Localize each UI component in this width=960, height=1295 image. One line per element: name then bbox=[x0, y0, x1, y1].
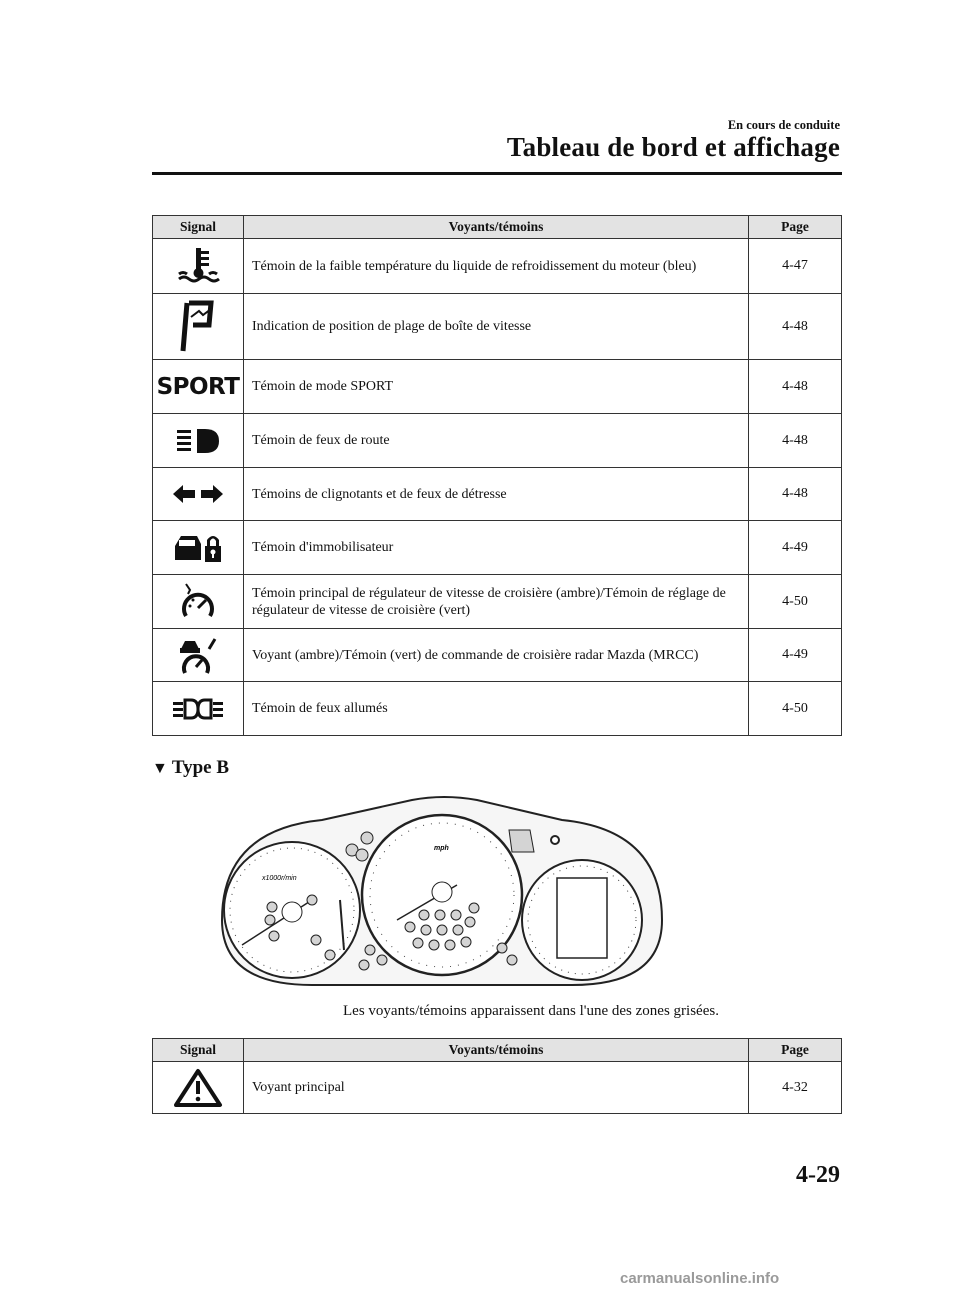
page-cell: 4-50 bbox=[749, 575, 842, 629]
table-row bbox=[153, 682, 842, 736]
signal-cell bbox=[153, 575, 244, 629]
page-cell: 4-48 bbox=[749, 294, 842, 360]
table-row bbox=[153, 629, 842, 682]
page-cell: 4-48 bbox=[749, 414, 842, 468]
signal-cell bbox=[153, 239, 244, 294]
signal-cell bbox=[153, 682, 244, 736]
signal-cell bbox=[153, 468, 244, 521]
page-cell: 4-48 bbox=[749, 360, 842, 414]
table-row bbox=[153, 575, 842, 629]
page-title: Tableau de bord et affichage bbox=[506, 132, 840, 162]
description-cell: Témoins de clignotants et de feux de détresse bbox=[244, 468, 749, 521]
description-cell: Indication de position de plage de boîte de vitesse bbox=[244, 294, 749, 360]
turn-signal-arrows-icon bbox=[171, 482, 225, 506]
instrument-cluster-diagram bbox=[212, 790, 672, 995]
col-signal: Signal bbox=[153, 1039, 244, 1062]
table-row bbox=[153, 239, 842, 294]
header-section-label: En cours de conduite bbox=[727, 118, 840, 132]
triangle-down-icon: ▼ bbox=[152, 760, 168, 777]
description-cell: Témoin d'immobilisateur bbox=[244, 521, 749, 575]
col-page: Page bbox=[749, 216, 842, 239]
immobilizer-icon bbox=[171, 530, 225, 566]
lights-on-icon bbox=[171, 696, 225, 722]
signal-cell bbox=[153, 360, 244, 414]
description-cell: Voyant (ambre)/Témoin (vert) de commande de croisière radar Mazda (MRCC) bbox=[244, 629, 749, 682]
indicator-table-a bbox=[152, 215, 842, 736]
page-cell: 4-47 bbox=[749, 239, 842, 294]
col-page: Page bbox=[749, 1039, 842, 1062]
signal-cell bbox=[153, 1062, 244, 1114]
page-number: 4-29 bbox=[796, 1162, 840, 1188]
table-row bbox=[153, 414, 842, 468]
description-cell: Témoin de feux de route bbox=[244, 414, 749, 468]
table-row bbox=[153, 468, 842, 521]
table-header-row bbox=[153, 216, 842, 239]
type-b-heading: ▼ Type B bbox=[152, 757, 230, 778]
gear-position-p-icon bbox=[175, 299, 221, 355]
cluster-caption: Les voyants/témoins apparaissent dans l'une des zones grisées. bbox=[343, 1003, 719, 1019]
description-cell: Témoin principal de régulateur de vitesse de croisière (ambre)/Témoin de réglage de régulateur de vitesse de croisière (vert) bbox=[244, 575, 749, 629]
indicator-table-b bbox=[152, 1038, 842, 1114]
coolant-temperature-icon bbox=[175, 246, 221, 286]
description-cell: Témoin de la faible température du liquide de refroidissement du moteur (bleu) bbox=[244, 239, 749, 294]
page-cell: 4-48 bbox=[749, 468, 842, 521]
page-cell: 4-49 bbox=[749, 629, 842, 682]
table-row bbox=[153, 294, 842, 360]
radar-cruise-icon bbox=[175, 635, 221, 675]
table-header-row bbox=[153, 1039, 842, 1062]
col-description: Voyants/témoins bbox=[244, 1039, 749, 1062]
page-cell: 4-50 bbox=[749, 682, 842, 736]
signal-cell bbox=[153, 629, 244, 682]
table-row bbox=[153, 1062, 842, 1114]
signal-cell bbox=[153, 414, 244, 468]
description-cell: Témoin de mode SPORT bbox=[244, 360, 749, 414]
tach-unit-label: x1000r/min bbox=[262, 875, 297, 882]
signal-cell bbox=[153, 294, 244, 360]
description-cell: Voyant principal bbox=[244, 1062, 749, 1114]
header-rule bbox=[152, 172, 842, 175]
page-cell: 4-49 bbox=[749, 521, 842, 575]
signal-cell bbox=[153, 521, 244, 575]
high-beam-icon bbox=[173, 426, 223, 456]
sport-mode-icon: SPORT bbox=[156, 373, 240, 400]
cruise-control-icon bbox=[178, 582, 218, 622]
description-cell: Témoin de feux allumés bbox=[244, 682, 749, 736]
page-cell: 4-32 bbox=[749, 1062, 842, 1114]
col-description: Voyants/témoins bbox=[244, 216, 749, 239]
col-signal: Signal bbox=[153, 216, 244, 239]
speed-unit-label: mph bbox=[434, 845, 449, 852]
table-row bbox=[153, 360, 842, 414]
master-warning-icon bbox=[173, 1067, 223, 1109]
table-row bbox=[153, 521, 842, 575]
watermark[interactable]: carmanualsonline.info bbox=[620, 1270, 780, 1287]
